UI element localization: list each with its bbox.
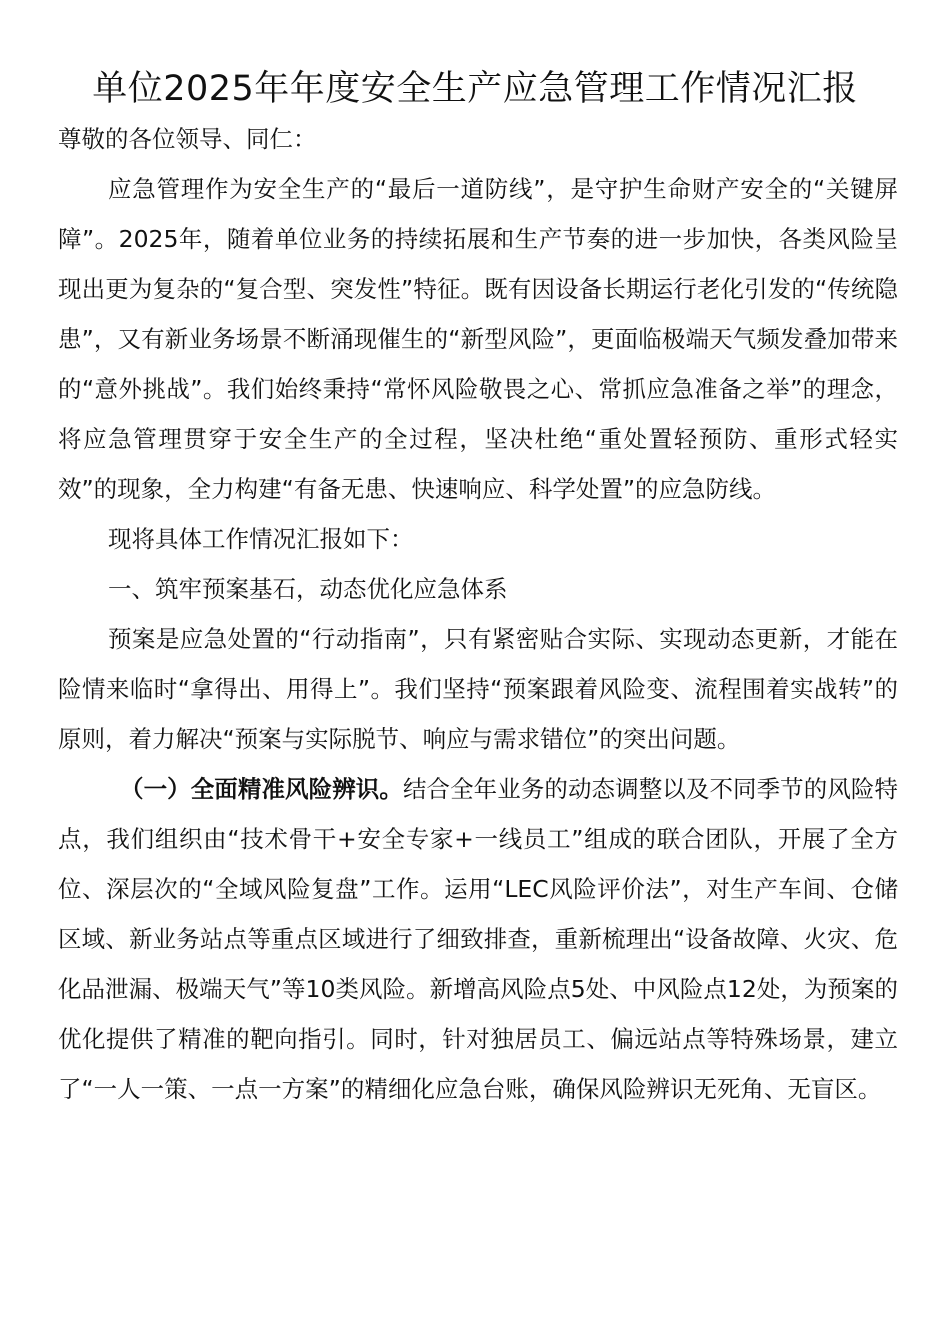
document-title: 单位2025年年度安全生产应急管理工作情况汇报 bbox=[92, 69, 858, 109]
transition-paragraph: 现将具体工作情况汇报如下： bbox=[108, 525, 414, 553]
section-1-heading: 一、筑牢预案基石，动态优化应急体系 bbox=[108, 575, 508, 603]
salutation: 尊敬的各位领导、同仁： bbox=[58, 125, 317, 153]
subsection-1-body: 结合全年业务的动态调整以及不同季节的风险特点，我们组织由“技术骨干+安全专家+一线员工”组成的联合团队，开展了全方位、深层次的“全域风险复盘”工作。运用“LEC风险评价法”，对生产车间、仓储区域、新业务站点等重点区域进行了细致排查，重新梳理出“设备故障、火灾、危化品泄漏、极端天气”等10类风险。新增高风险点5处、中风险点12处，为预案的优化提供了精准的靶向指引。同时，针对独居员工、偏远站点等特殊场景，建立了“一人一策、一点一方案”的精细化应急台账，确保风险辨识无死角、无盲区。 bbox=[58, 775, 898, 1103]
subsection-1-heading: （一）全面精准风险辨识。 bbox=[120, 775, 403, 803]
document-body bbox=[58, 114, 898, 1114]
intro-paragraph: 应急管理作为安全生产的“最后一道防线”，是守护生命财产安全的“关键屏障”。2025年，随着单位业务的持续拓展和生产节奏的进一步加快，各类风险呈现出更为复杂的“复合型、突发性”特征。既有因设备长期运行老化引发的“传统隐患”，又有新业务场景不断涌现催生的“新型风险”，更面临极端天气频发叠加带来的“意外挑战”。我们始终秉持“常怀风险敬畏之心、常抓应急准备之举”的理念，将应急管理贯穿于安全生产的全过程，坚决杜绝“重处置轻预防、重形式轻实效”的现象，全力构建“有备无患、快速响应、科学处置”的应急防线。 bbox=[58, 175, 898, 503]
section-1-body: 预案是应急处置的“行动指南”，只有紧密贴合实际、实现动态更新，才能在险情来临时“拿得出、用得上”。我们坚持“预案跟着风险变、流程围着实战转”的原则，着力解决“预案与实际脱节、响应与需求错位”的突出问题。 bbox=[58, 625, 898, 753]
subsection-1-paragraph bbox=[58, 764, 898, 1114]
